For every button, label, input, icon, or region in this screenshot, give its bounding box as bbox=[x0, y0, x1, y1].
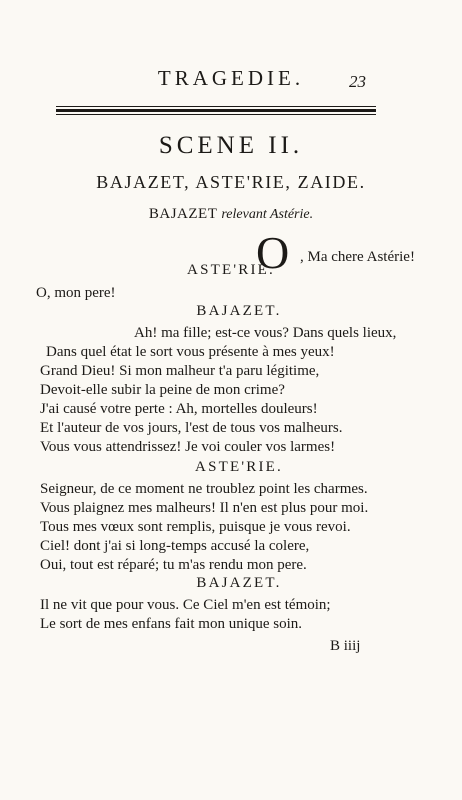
verse-line-8: Vous vous attendrissez! Je voi couler vos larmes! bbox=[40, 439, 336, 455]
stage-speaker: BAJAZET bbox=[148, 206, 218, 222]
header-rule-bottom bbox=[56, 114, 376, 115]
verse-line-3: Dans quel état le sort vous présente à mes yeux! bbox=[46, 344, 335, 360]
verse-line-10: Vous plaignez mes malheurs! Il n'en est plus pour moi. bbox=[40, 500, 369, 516]
stage-direction bbox=[0, 206, 462, 223]
running-head bbox=[0, 66, 462, 92]
scene-title: SCENE II. bbox=[158, 132, 304, 159]
verse-line-2: Ah! ma fille; est-ce vous? Dans quels lieux, bbox=[134, 325, 397, 341]
speaker-bajazet-2: BAJAZET. bbox=[196, 575, 282, 591]
verse-line-9: Seigneur, de ce moment ne troublez point les charmes. bbox=[40, 481, 368, 497]
scene-characters: BAJAZET, ASTE'RIE, ZAIDE. bbox=[96, 172, 366, 192]
speaker-bajazet-1: BAJAZET. bbox=[196, 303, 282, 319]
signature-catchword: B iiij bbox=[330, 638, 361, 654]
verse-line-4: Grand Dieu! Si mon malheur t'a paru légitime, bbox=[40, 363, 320, 379]
opening-verse-text: , Ma chere Astérie! bbox=[300, 249, 415, 265]
verse-line-15: Le sort de mes enfans fait mon unique soin. bbox=[40, 616, 303, 632]
drop-cap: O bbox=[256, 227, 290, 278]
verse-line-1: O, mon pere! bbox=[36, 285, 116, 301]
speaker-asterie-2: ASTE'RIE. bbox=[195, 459, 283, 475]
page-number: 23 bbox=[349, 72, 366, 91]
verse-line-6: J'ai causé votre perte : Ah, mortelles douleurs! bbox=[40, 401, 318, 417]
speaker-asterie-1: ASTE'RIE. bbox=[187, 262, 275, 278]
header-rule-thick bbox=[56, 109, 376, 112]
verse-line-7: Et l'auteur de vos jours, l'est de tous vos malheurs. bbox=[40, 420, 343, 436]
header-rule-top bbox=[56, 106, 376, 107]
running-title: TRAGEDIE. bbox=[157, 66, 305, 90]
stage-direction-text: relevant Astérie. bbox=[221, 207, 314, 222]
verse-line-5: Devoit-elle subir la peine de mon crime? bbox=[40, 382, 285, 398]
verse-line-11: Tous mes vœux sont remplis, puisque je vous revoi. bbox=[40, 519, 351, 535]
verse-line-14: Il ne vit que pour vous. Ce Ciel m'en est témoin; bbox=[40, 597, 331, 613]
verse-line-12: Ciel! dont j'ai si long-temps accusé la colere, bbox=[40, 538, 310, 554]
verse-line-13: Oui, tout est réparé; tu m'as rendu mon pere. bbox=[40, 557, 307, 573]
